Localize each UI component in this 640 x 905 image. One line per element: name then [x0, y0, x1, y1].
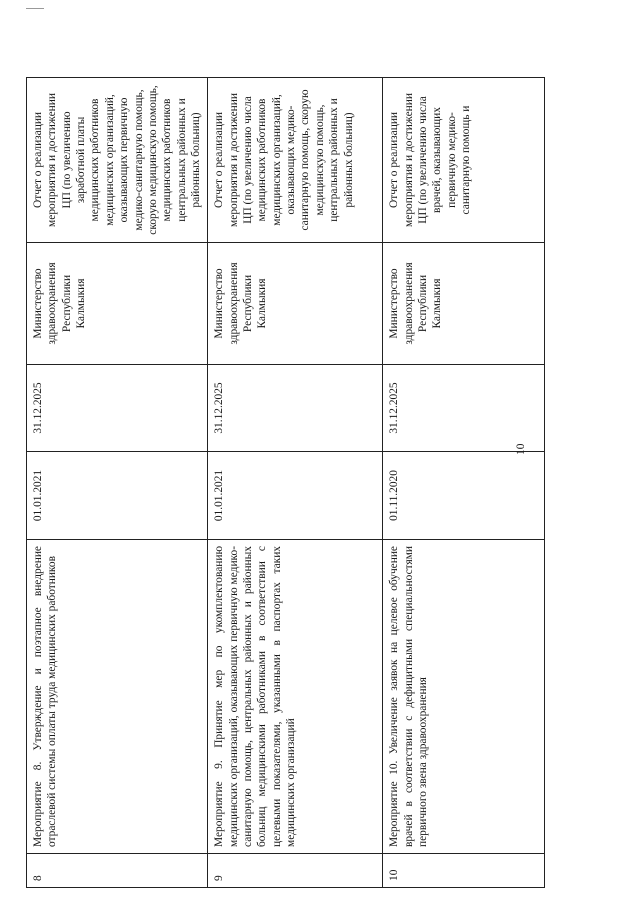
end-date: 31.12.2025 — [383, 365, 545, 452]
responsible-executor: Министерство здравоохранения Республики Калмыкия — [208, 243, 383, 365]
report-description: Отчет о реализации мероприятия и достижении ЦП (по увеличению числа медицинских работников медицинских организаций, оказывающих медико-санитарную помощь, скорую медицинскую помощь, центральных районных и районных больниц) — [208, 78, 383, 243]
end-date: 31.12.2025 — [208, 365, 383, 452]
end-date: 31.12.2025 — [27, 365, 208, 452]
responsible-executor: Министерство здравоохранения Республики Калмыкия — [383, 243, 545, 365]
measure-name: Мероприятие 8. Утверждение и поэтапное внедрение отраслевой системы оплаты труда медицинских работников — [27, 540, 208, 854]
scan-edge-mark — [26, 8, 44, 10]
measure-name: Мероприятие 10. Увеличение заявок на целевое обучение врачей в соответствии с дефицитными специальностями первичного звена здравоохранения — [383, 540, 545, 854]
row-number: 9 — [208, 854, 383, 888]
responsible-executor: Министерство здравоохранения Республики Калмыкия — [27, 243, 208, 365]
report-description: Отчет о реализации мероприятия и достижении ЦП (по увеличению заработной платы медицинских работников медицинских организаций, оказывающих первичную медико-санитарную помощь, скорую медицинскую помощь, медицинских работников центральных районных и районных больниц) — [27, 78, 208, 243]
row-number: 10 — [383, 854, 545, 888]
table-row — [208, 78, 383, 888]
table-row — [27, 78, 208, 888]
table-row — [383, 78, 545, 888]
rotated-table-wrapper — [26, 78, 541, 888]
page-number: 10 — [515, 443, 527, 455]
start-date: 01.01.2021 — [208, 452, 383, 540]
report-description: Отчет о реализации мероприятия и достижении ЦП (по увеличению числа врачей, оказывающих первичную медико-санитарную помощь и — [383, 78, 545, 243]
start-date: 01.01.2021 — [27, 452, 208, 540]
measure-name: Мероприятие 9. Принятие мер по укомплектованию медицинских организаций, оказывающих первичную медико-санитарную помощь, центральных районных и районных больниц медицинскими работниками в соответствии с целевыми показателями, указанными в паспортах таких медицинских организаций — [208, 540, 383, 854]
measures-table — [26, 77, 545, 888]
start-date: 01.11.2020 — [383, 452, 545, 540]
row-number: 8 — [27, 854, 208, 888]
